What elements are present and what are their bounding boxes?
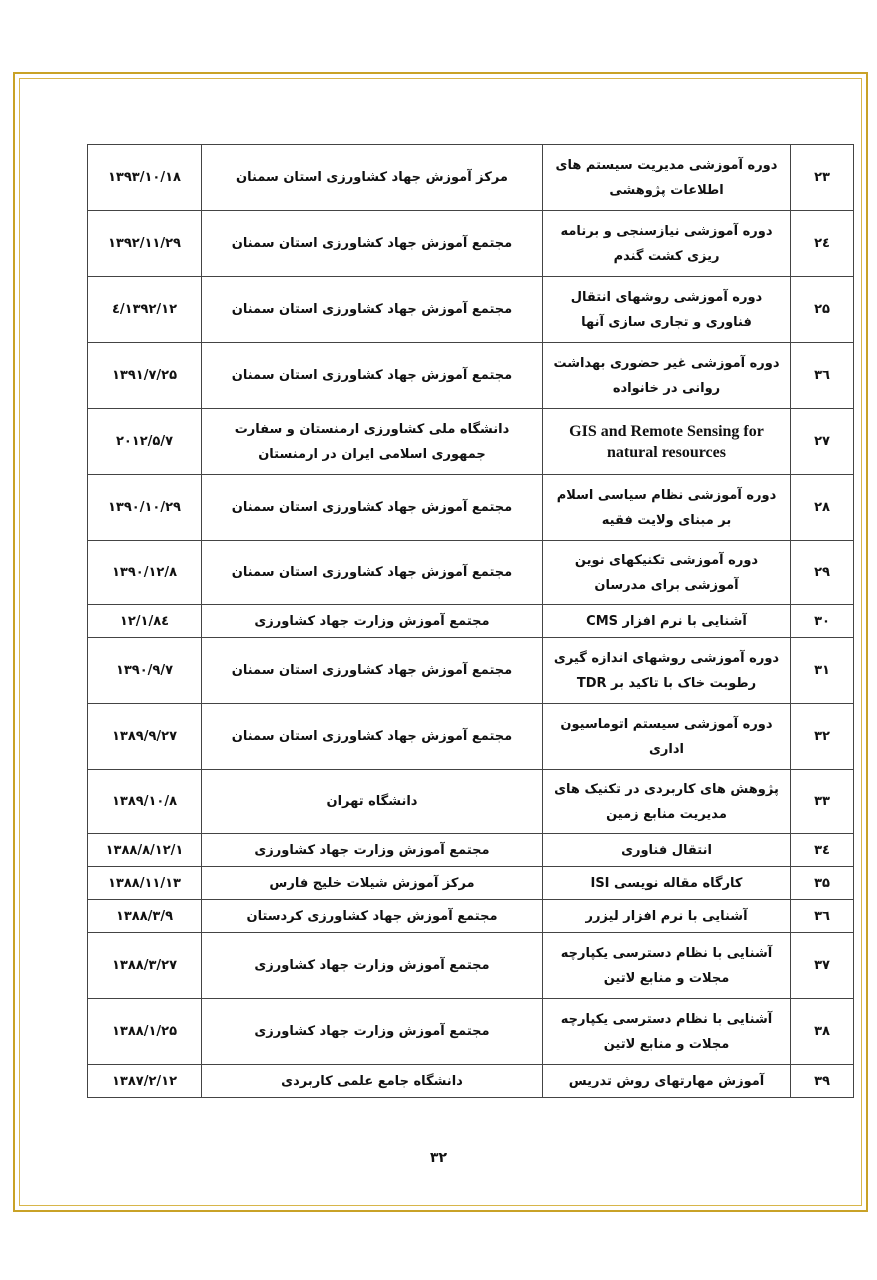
- row-number: ۲۹: [791, 541, 854, 605]
- table-row: [88, 145, 854, 211]
- course-title: آشنایی با نرم افزار لیزرر: [543, 900, 791, 933]
- row-number: ۳۸: [791, 999, 854, 1065]
- row-number: ۳٦: [791, 343, 854, 409]
- row-number: ۳٦: [791, 900, 854, 933]
- course-institution: مجتمع آموزش جهاد کشاورزی استان سمنان: [202, 541, 543, 605]
- course-title: دوره آموزشی مدیریت سیستم های اطلاعات پژوهشی: [543, 145, 791, 211]
- table-row: [88, 900, 854, 933]
- table-row: [88, 770, 854, 834]
- table-row: [88, 638, 854, 704]
- course-title: دوره آموزشی نیازسنجی و برنامه ریزی کشت گندم: [543, 211, 791, 277]
- table-row: [88, 1065, 854, 1098]
- course-institution: دانشگاه تهران: [202, 770, 543, 834]
- table-row: [88, 933, 854, 999]
- row-number: ۳۳: [791, 770, 854, 834]
- row-number: ۳۰: [791, 605, 854, 638]
- course-institution: مجتمع آموزش جهاد کشاورزی کردستان: [202, 900, 543, 933]
- course-institution: مجتمع آموزش وزارت جهاد کشاورزی: [202, 933, 543, 999]
- course-date: ۸٤/۱۲/۱: [88, 605, 202, 638]
- course-title: [543, 409, 791, 475]
- course-date: ۱۳۸۸/۳/۲۷: [88, 933, 202, 999]
- course-institution: مجتمع آموزش وزارت جهاد کشاورزی: [202, 834, 543, 867]
- row-number: ۲٤: [791, 211, 854, 277]
- table-row: [88, 277, 854, 343]
- course-title: دوره آموزشی سیستم اتوماسیون اداری: [543, 704, 791, 770]
- course-title: آموزش مهارتهای روش تدریس: [543, 1065, 791, 1098]
- row-number: ۳۱: [791, 638, 854, 704]
- course-date: ۱۳۸۷/۲/۱۲: [88, 1065, 202, 1098]
- course-title: دوره آموزشی تکنیکهای نوین آموزشی برای مدرسان: [543, 541, 791, 605]
- course-institution: مجتمع آموزش وزارت جهاد کشاورزی: [202, 999, 543, 1065]
- course-title-english: GIS and Remote Sensing for natural resources: [569, 422, 764, 461]
- page-number: ۳۲: [429, 1150, 448, 1166]
- table-row: [88, 704, 854, 770]
- row-number: ۳۹: [791, 1065, 854, 1098]
- course-date: ۱۳۹۰/۱۲/۸: [88, 541, 202, 605]
- course-date: ۱۳۸۹/۱۰/۸: [88, 770, 202, 834]
- table-row: [88, 541, 854, 605]
- course-date: ۱۳۸۸/۱/۲۵: [88, 999, 202, 1065]
- table-row: [88, 475, 854, 541]
- course-institution: دانشگاه ملی کشاورزی ارمنستان و سفارت جمهوری اسلامی ایران در ارمنستان: [202, 409, 543, 475]
- row-number: ۲۳: [791, 145, 854, 211]
- course-institution: مجتمع آموزش جهاد کشاورزی استان سمنان: [202, 638, 543, 704]
- course-title: آشنایی با نظام دسترسی یکپارچه مجلات و منابع لاتین: [543, 933, 791, 999]
- course-date: ۱۳۹۰/۱۰/۲۹: [88, 475, 202, 541]
- table-row: [88, 343, 854, 409]
- course-title: آشنایی با نرم افزار CMS: [543, 605, 791, 638]
- course-title: دوره آموزشی روشهای اندازه گیری رطوبت خاک با تاکید بر TDR: [543, 638, 791, 704]
- course-institution: مجتمع آموزش جهاد کشاورزی استان سمنان: [202, 277, 543, 343]
- course-title: آشنایی با نظام دسترسی یکپارچه مجلات و منابع لاتین: [543, 999, 791, 1065]
- table-row: [88, 867, 854, 900]
- table-row: [88, 605, 854, 638]
- courses-table-body: [88, 145, 854, 1098]
- course-title: دوره آموزشی نظام سیاسی اسلام بر مبنای ولایت فقیه: [543, 475, 791, 541]
- row-number: ۲۸: [791, 475, 854, 541]
- row-number: ۳۵: [791, 867, 854, 900]
- course-date: ۱۳۹۲/۱۱/۲۹: [88, 211, 202, 277]
- course-date: ۲۰۱۲/۵/۷: [88, 409, 202, 475]
- course-title: پژوهش های کاربردی در تکنیک های مدیریت منابع زمین: [543, 770, 791, 834]
- course-institution: مجتمع آموزش جهاد کشاورزی استان سمنان: [202, 704, 543, 770]
- course-title: دوره آموزشی غیر حضوری بهداشت روانی در خانواده: [543, 343, 791, 409]
- courses-table: [87, 144, 854, 1098]
- course-institution: مجتمع آموزش وزارت جهاد کشاورزی: [202, 605, 543, 638]
- row-number: ۲۷: [791, 409, 854, 475]
- course-institution: مرکز آموزش شیلات خلیج فارس: [202, 867, 543, 900]
- course-title: کارگاه مقاله نویسی ISI: [543, 867, 791, 900]
- table-row: [88, 409, 854, 475]
- row-number: ۲۵: [791, 277, 854, 343]
- course-date: ۱۳۸۸/۸/۱۲/۱: [88, 834, 202, 867]
- course-date: ۱۳۸۹/۹/۲۷: [88, 704, 202, 770]
- row-number: ۳٤: [791, 834, 854, 867]
- course-date: ۱۳۸۸/۳/۹: [88, 900, 202, 933]
- course-date: ۱۳۸۸/۱۱/۱۳: [88, 867, 202, 900]
- table-row: [88, 834, 854, 867]
- course-date: ۱۳۹۱/۷/۲۵: [88, 343, 202, 409]
- table-row: [88, 211, 854, 277]
- course-date: ۱۳۹۰/۹/۷: [88, 638, 202, 704]
- course-institution: مجتمع آموزش جهاد کشاورزی استان سمنان: [202, 211, 543, 277]
- row-number: ۳۷: [791, 933, 854, 999]
- course-title: دوره آموزشی روشهای انتقال فناوری و تجاری سازی آنها: [543, 277, 791, 343]
- course-institution: مرکز آموزش جهاد کشاورزی استان سمنان: [202, 145, 543, 211]
- course-institution: دانشگاه جامع علمی کاربردی: [202, 1065, 543, 1098]
- row-number: ۳۲: [791, 704, 854, 770]
- course-date: ۱۳۹۳/۱۰/۱۸: [88, 145, 202, 211]
- course-date: ۱۳۹۲/۱۲/٤: [88, 277, 202, 343]
- course-institution: مجتمع آموزش جهاد کشاورزی استان سمنان: [202, 475, 543, 541]
- course-institution: مجتمع آموزش جهاد کشاورزی استان سمنان: [202, 343, 543, 409]
- table-row: [88, 999, 854, 1065]
- course-title: انتقال فناوری: [543, 834, 791, 867]
